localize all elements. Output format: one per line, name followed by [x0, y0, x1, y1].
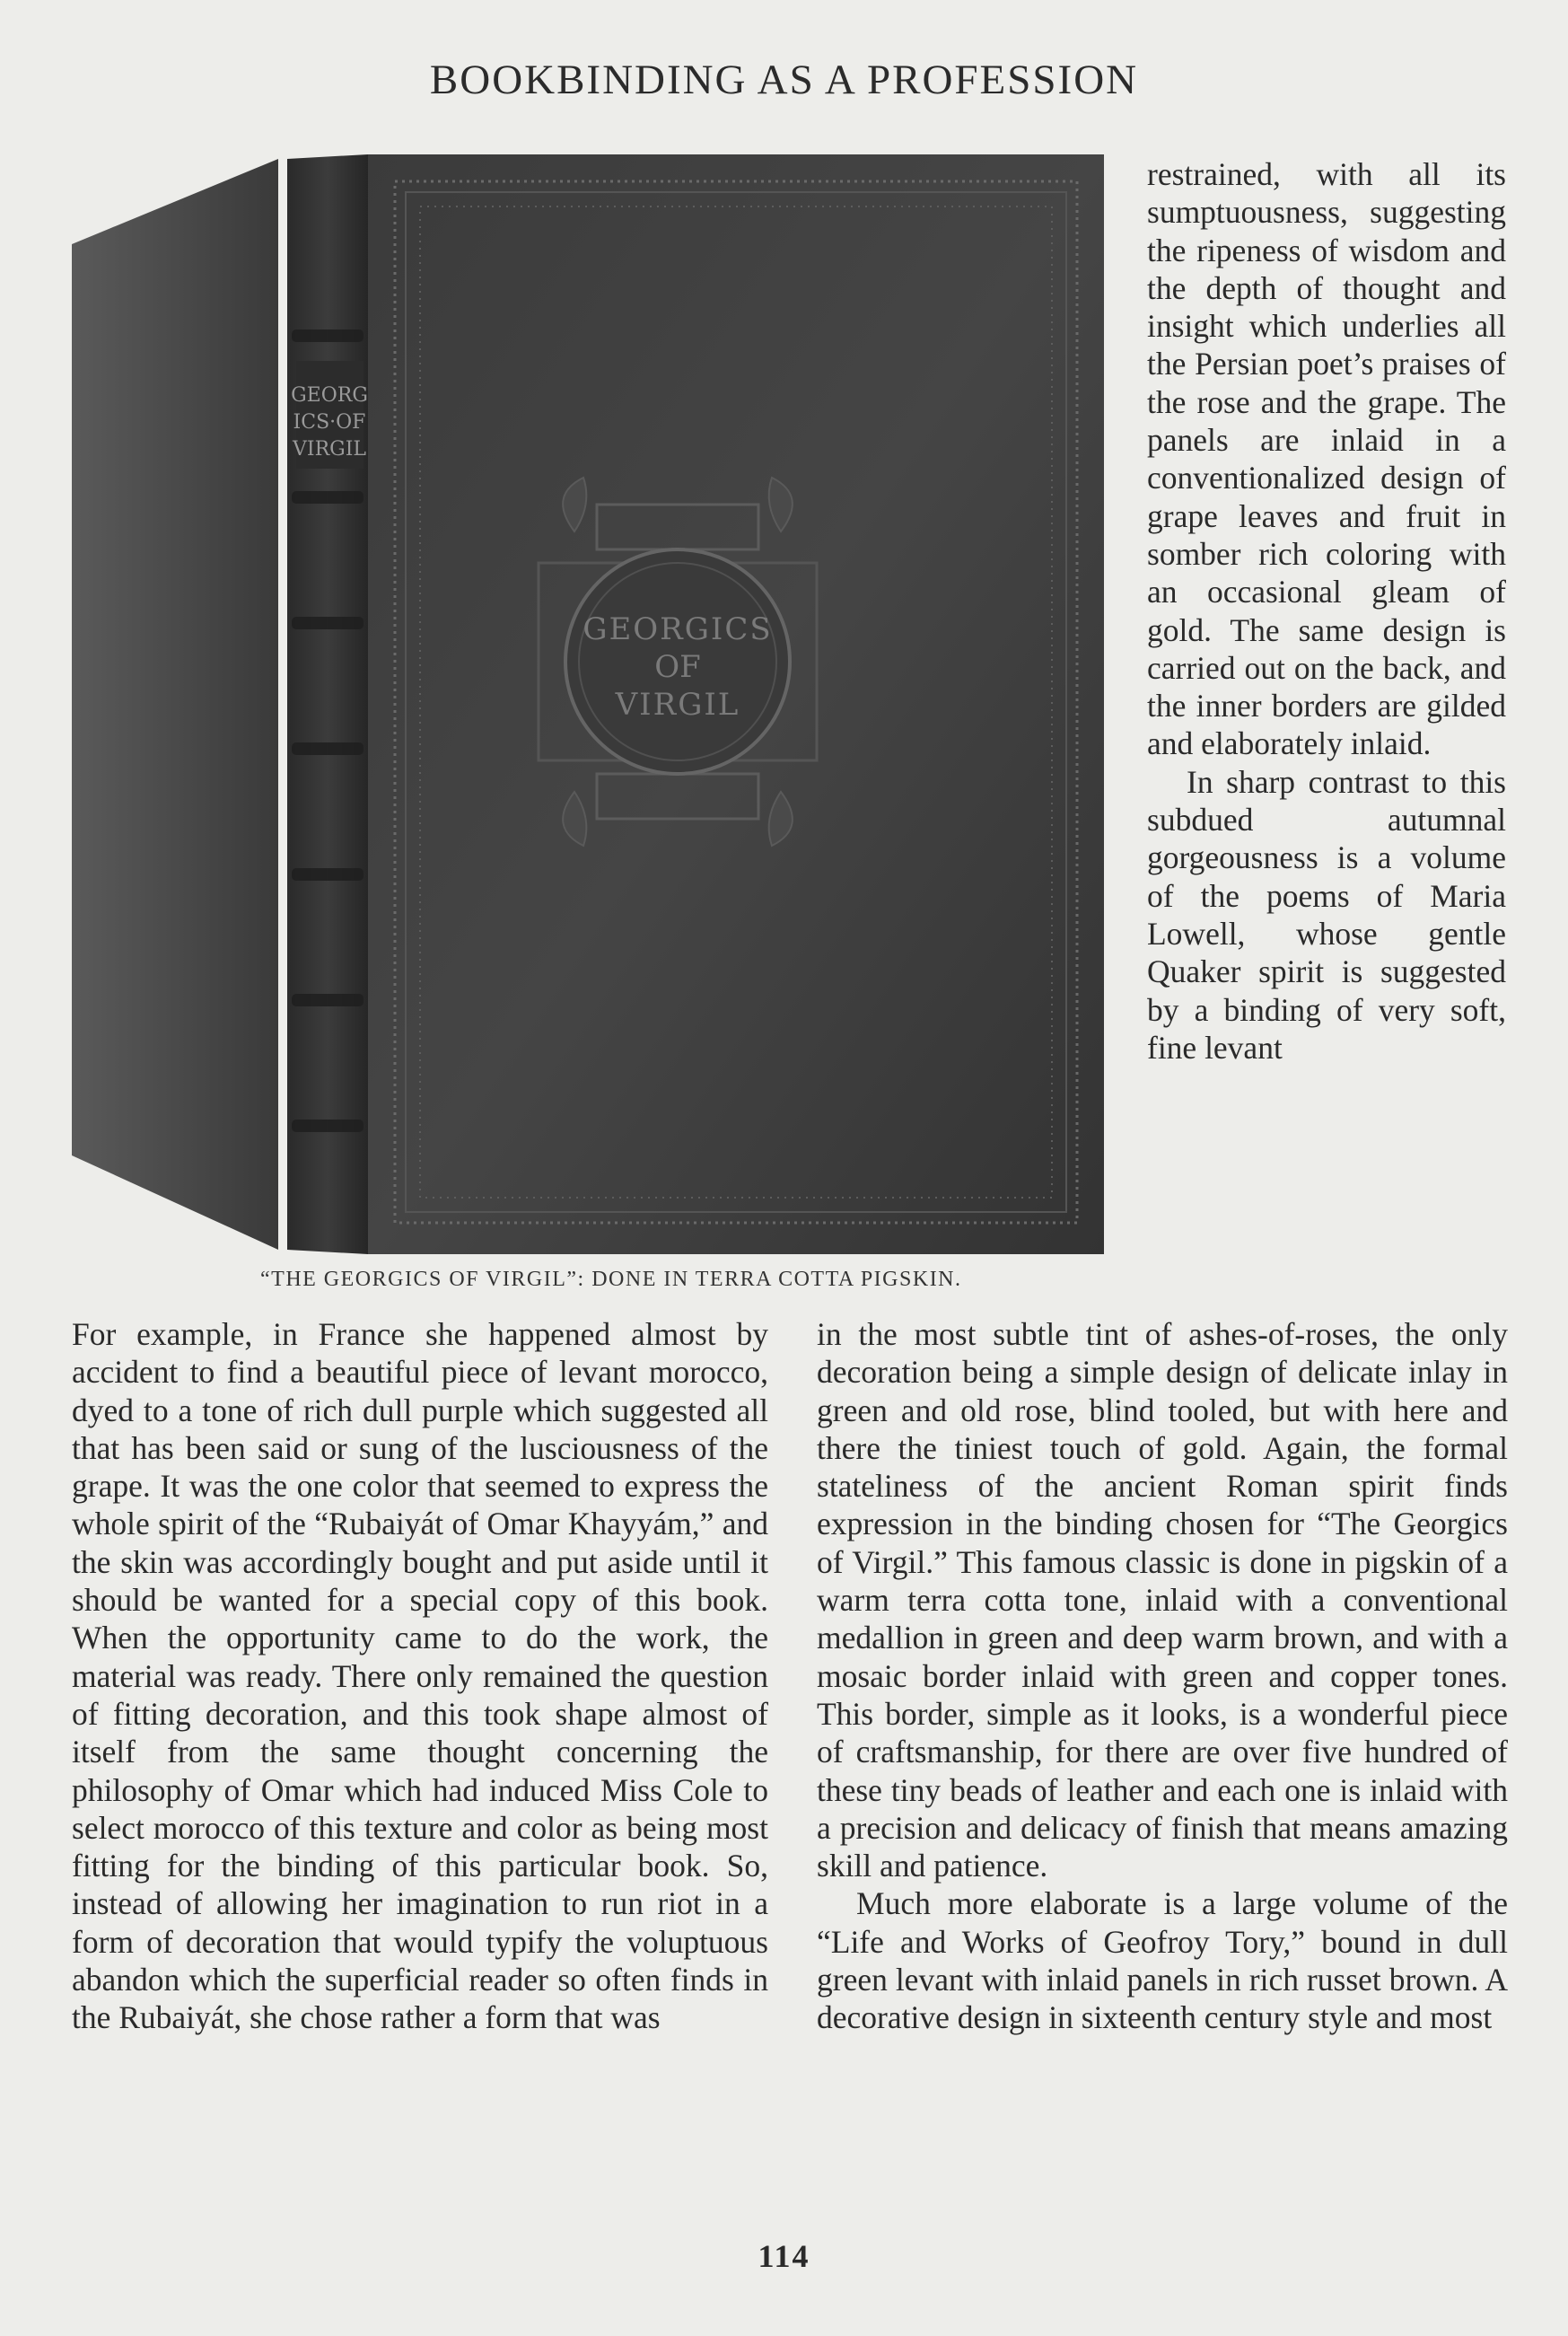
spine-text-line-1: GEORG	[291, 384, 368, 407]
paragraph: For example, in France she happened almost by accident to find a beautiful piece of levant morocco, dyed to a tone of rich dull purple which suggested all that has been said or sung of the lusciousness of the grape. It was the one color that seemed to express the whole spirit of the “Rubaiyát of Omar Khayyám,” and the skin was accordingly bought and put aside until it should be wanted for a special copy of this book. When the opportunity came to do the work, the material was ready. There only remained the question of fitting decoration, and this took shape almost of itself from the same thought concerning the philosophy of Omar which had induced Miss Cole to select morocco of this texture and color as being most fitting for the binding of this particular book. So, instead of allowing her imagination to run riot in a form of decoration that would typify the voluptuous abandon which the superficial reader so often finds in the Rubaiyát, she chose rather a form that was	[72, 1316, 768, 2036]
spine-text-line-2: ICS·OF	[293, 411, 366, 434]
text-column-left	[72, 1315, 768, 2037]
page-title: BOOKBINDING AS A PROFESSION	[429, 57, 1139, 103]
book-photo	[72, 154, 1104, 1254]
cover-text-line-2: OF	[654, 649, 701, 685]
text-column-right	[817, 1315, 1508, 2037]
cover-text-line-1: GEORGICS	[583, 611, 773, 647]
page-number: 114	[758, 2238, 810, 2274]
paragraph: In sharp contrast to this subdued autumnal gorgeousness is a volume of the poems of Maria Lowell, whose gentle Quaker spirit is suggested by a binding of very soft, fine levant	[1147, 763, 1506, 1066]
paragraph: Much more elaborate is a large volume of the “Life and Works of Geofroy Tory,” bound in dull green levant with inlaid panels in rich russet brown. A decorative design in sixteenth century style and most	[817, 1885, 1508, 2036]
cover-text-line-3: VIRGIL	[615, 687, 740, 723]
paragraph: restrained, with all its sumptuousness, suggesting the ripeness of wisdom and the depth of thought and insight which underlies all the Persian poet’s praises of the rose and the grape. The panels are inlaid in a conventionalized design of grape leaves and fruit in somber rich coloring with an occasional gleam of gold. The same design is carried out on the back, and the inner borders are gilded and elaborately inlaid.	[1147, 156, 1506, 762]
figure-caption: “THE GEORGICS OF VIRGIL”: DONE IN TERRA COTTA PIGSKIN.	[260, 1268, 962, 1291]
text-column-upper-right	[1147, 155, 1506, 1067]
spine-text-line-3: VIRGIL	[292, 438, 367, 461]
paragraph: in the most subtle tint of ashes-of-roses, the only decoration being a simple design of delicate inlay in green and old rose, blind tooled, but with here and there the tiniest touch of gold. Again, the formal stateliness of the ancient Roman spirit finds expression in the binding chosen for “The Georgics of Virgil.” This famous classic is done in pigskin of a warm terra cotta tone, inlaid with a conventional medallion in green and deep warm brown, and with a mosaic border inlaid with green and copper tones. This border, simple as it looks, is a wonderful piece of craftsmanship, for there are over five hundred of these tiny beads of leather and each one is inlaid with a precision and delicacy of finish that means amazing skill and patience.	[817, 1316, 1508, 1884]
